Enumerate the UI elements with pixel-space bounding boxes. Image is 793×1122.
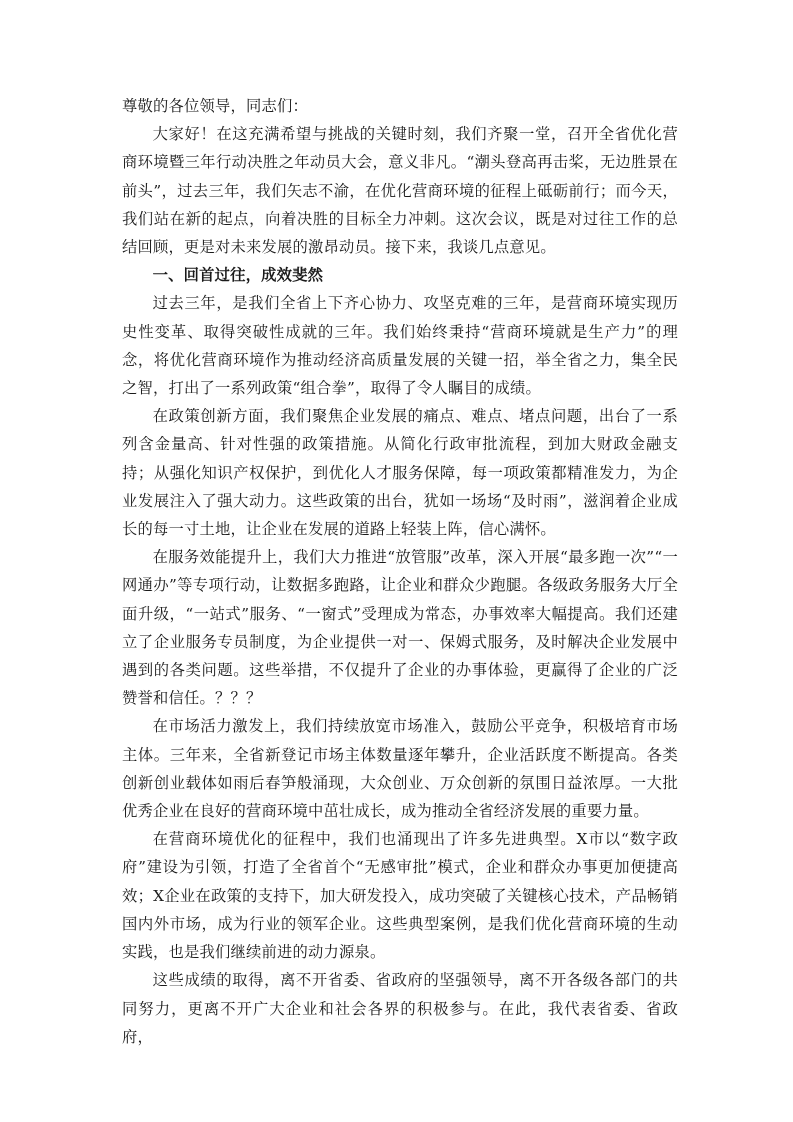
body-paragraph: 过去三年，是我们全省上下齐心协力、攻坚克难的三年，是营商环境实现历史性变革、取得突破性成就的三年。我们始终秉持“营商环境就是生产力”的理念，将优化营商环境作为推动经济高质量发展的关键一招，举全省之力，集全民之智，打出了一系列政策“组合拳”，取得了令人瞩目的成绩。 [122, 294, 678, 398]
body-paragraph: 在政策创新方面，我们聚焦企业发展的痛点、难点、堵点问题，出台了一系列含金量高、针对性强的政策措施。从简化行政审批流程，到加大财政金融支持；从强化知识产权保护，到优化人才服务保障，每一项政策都精准发力，为企业发展注入了强大动力。这些政策的出台，犹如一场场“及时雨”，滋润着企业成长的每一寸土地，让企业在发展的道路上轻装上阵，信心满怀。 [122, 407, 678, 539]
body-paragraph: 在市场活力激发上，我们持续放宽市场准入，鼓励公平竞争，积极培育市场主体。三年来，全省新登记市场主体数量逐年攀升，企业活跃度不断提高。各类创新创业载体如雨后春笋般涌现，大众创业、万众创新的氛围日益浓厚。一大批优秀企业在良好的营商环境中茁壮成长，成为推动全省经济发展的重要力量。 [122, 717, 678, 821]
intro-paragraph: 大家好！在这充满希望与挑战的关键时刻，我们齐聚一堂，召开全省优化营商环境暨三年行动决胜之年动员大会，意义非凡。“潮头登高再击桨，无边胜景在前头”，过去三年，我们矢志不渝，在优化营商环境的征程上砥砺前行；而今天，我们站在新的起点，向着决胜的目标全力冲刺。这次会议，既是对过往工作的总结回顾，更是对未来发展的激昂动员。接下来，我谈几点意见。 [122, 125, 678, 257]
body-paragraph: 在服务效能提升上，我们大力推进“放管服”改革，深入开展“最多跑一次”“一网通办”等专项行动，让数据多跑路，让企业和群众少跑腿。各级政务服务大厅全面升级，“一站式”服务、“一窗式”受理成为常态，办事效率大幅提高。我们还建立了企业服务专员制度，为企业提供一对一、保姆式服务，及时解决企业发展中遇到的各类问题。这些举措，不仅提升了企业的办事体验，更赢得了企业的广泛赞誉和信任。？？？ [122, 548, 678, 708]
body-paragraph: 在营商环境优化的征程中，我们也涌现出了许多先进典型。X市以“数字政府”建设为引领，打造了全省首个“无感审批”模式，企业和群众办事更加便捷高效；X企业在政策的支持下，加大研发投入，成功突破了关键核心技术，产品畅销国内外市场，成为行业的领军企业。这些典型案例，是我们优化营商环境的生动实践，也是我们继续前进的动力源泉。 [122, 830, 678, 962]
section-heading: 一、回首过往，成效斐然 [152, 266, 324, 285]
body-paragraph: 这些成绩的取得，离不开省委、省政府的坚强领导，离不开各级各部门的共同努力，更离不开广大企业和社会各界的积极参与。在此，我代表省委、省政府， [122, 971, 678, 1046]
salutation: 尊敬的各位领导，同志们： [122, 97, 308, 115]
document-page [122, 92, 678, 1051]
